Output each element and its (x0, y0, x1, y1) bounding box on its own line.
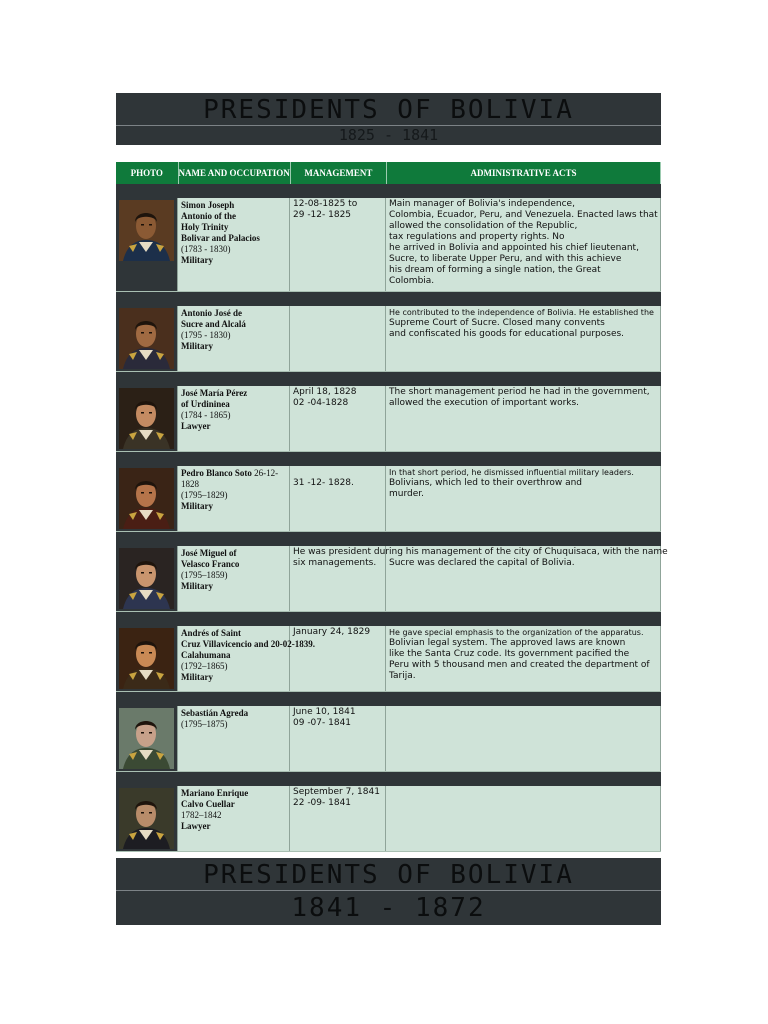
table-row (116, 786, 661, 852)
row-separator (116, 292, 661, 306)
name-cell (178, 306, 290, 371)
acts-line: like the Santa Cruz code. Its government pacified the (389, 649, 630, 659)
name-line: José María Pérez (181, 388, 248, 398)
photo-cell (116, 466, 178, 531)
name-cell (178, 786, 290, 851)
management-line: 12-08-1825 to (293, 199, 358, 209)
row-separator (116, 532, 661, 546)
name-text: Cruz Villavicencio and (181, 639, 269, 649)
occupation: Lawyer (181, 821, 211, 831)
acts-line: he arrived in Bolivia and appointed his chief lieutenant, (389, 243, 639, 253)
acts-line: Supreme Court of Sucre. Closed many convents (389, 318, 605, 328)
acts-cell (386, 466, 661, 531)
row-separator (116, 612, 661, 626)
header-name: NAME AND OCCUPATION (179, 162, 291, 184)
acts-line: tax regulations and property rights. No (389, 232, 565, 242)
table-row (116, 306, 661, 372)
header-photo: PHOTO (116, 162, 179, 184)
acts-cell (386, 386, 661, 451)
row-separator (116, 184, 661, 198)
table-row (116, 466, 661, 532)
life-years: (1795–1859) (181, 570, 228, 580)
name-line: of Urdininea (181, 399, 230, 409)
photo-cell (116, 546, 178, 611)
photo-cell (116, 306, 178, 371)
name-line: Velasco Franco (181, 559, 240, 569)
management-line (293, 467, 383, 478)
name-line: Sebastián Agreda (181, 708, 249, 718)
acts-line: allowed the execution of important works. (389, 398, 580, 408)
acts-line: allowed the consolidation of the Republic, (389, 221, 578, 231)
photo-cell (116, 626, 178, 691)
photo-cell (116, 706, 178, 771)
management-cell (290, 786, 386, 851)
name-line: Andrés of Saint (181, 628, 242, 638)
name-line: Calahumana (181, 650, 231, 660)
name-line: Calvo Cuellar (181, 799, 235, 809)
acts-line: Bolivians, which led to their overthrow and (389, 478, 583, 488)
name-line (181, 468, 287, 490)
management-line: September 7, 1841 (293, 787, 380, 797)
name-cell (178, 546, 290, 611)
management-line: June 10, 1841 (293, 707, 356, 717)
table-header (116, 162, 661, 184)
portrait-image (119, 200, 174, 261)
life-years: 1782–1842 (181, 810, 222, 820)
acts-line: He gave special emphasis to the organization of the apparatus. (389, 628, 644, 637)
header-management: MANAGEMENT (291, 162, 387, 184)
table-row (116, 546, 668, 612)
management-line: 31 -12- 1828. (293, 478, 354, 488)
management-cell (290, 626, 386, 691)
row-separator (116, 692, 661, 706)
management-line: 09 -07- 1841 (293, 718, 352, 728)
management-line: 22 -09- 1841 (293, 798, 352, 808)
portrait-image (119, 308, 174, 369)
management-cell (290, 306, 386, 371)
photo-cell (116, 786, 178, 851)
management-cell (290, 198, 386, 291)
name-line: Simon Joseph (181, 200, 235, 210)
term-date: 20-02-1839. (268, 639, 315, 649)
acts-cell (386, 706, 661, 771)
name-line: José Miguel of (181, 548, 237, 558)
name-cell (178, 198, 290, 291)
portrait-image (119, 788, 174, 849)
name-line: Antonio of the (181, 211, 237, 221)
photo-cell (116, 198, 178, 291)
management-cell (290, 706, 386, 771)
life-years: (1795–1829) (181, 490, 228, 500)
banner-bottom (116, 858, 661, 925)
acts-line: Colombia, Ecuador, Peru, and Venezuela. Enacted laws that (389, 210, 658, 220)
acts-line: Sucre was declared the capital of Bolivia. (389, 558, 575, 568)
occupation: Military (181, 255, 213, 265)
term-date: 26-12-1828 (181, 468, 279, 489)
life-years: (1795 - 1830) (181, 330, 231, 340)
row-separator (116, 452, 661, 466)
acts-line: Peru with 5 thousand men and created the department of (389, 660, 650, 670)
name-line: Bolivar and Palacios (181, 233, 260, 243)
acts-cell (386, 198, 661, 291)
life-years: (1783 - 1830) (181, 244, 231, 254)
portrait-image (119, 548, 174, 609)
photo-cell (116, 386, 178, 451)
management-cell (290, 386, 386, 451)
acts-line: In that short period, he dismissed influential military leaders. (389, 468, 634, 477)
acts-line: Main manager of Bolivia's independence, (389, 199, 575, 209)
header-acts: ADMINISTRATIVE ACTS (387, 162, 661, 184)
acts-line: Sucre, to liberate Upper Peru, and with this achieve (389, 254, 622, 264)
spanning-note: He was president during his management of the city of Chuquisaca, with the name (293, 547, 668, 557)
occupation: Military (181, 501, 213, 511)
acts-line: and confiscated his goods for educational purposes. (389, 329, 625, 339)
table-row (116, 626, 661, 692)
row-separator (116, 372, 661, 386)
management-line: January 24, 1829 (293, 627, 371, 637)
portrait-image (119, 628, 174, 689)
acts-line: Tarija. (389, 671, 416, 681)
occupation: Military (181, 672, 213, 682)
table-row (116, 386, 661, 452)
table-row (116, 706, 661, 772)
banner-range: 1825 - 1841 (338, 126, 439, 144)
name-line: Holy Trinity (181, 222, 229, 232)
acts-cell (386, 626, 661, 691)
occupation: Military (181, 341, 213, 351)
name-line: Mariano Enrique (181, 788, 249, 798)
banner-range: 1841 - 1872 (291, 893, 486, 923)
name-cell (178, 706, 290, 771)
management-line: April 18, 1828 (293, 387, 357, 397)
occupation: Lawyer (181, 421, 211, 431)
acts-line: Bolivian legal system. The approved laws are known (389, 638, 626, 648)
table-row (116, 198, 661, 292)
table-body (116, 184, 668, 852)
name-line (181, 639, 315, 650)
life-years: (1792–1865) (181, 661, 228, 671)
name-cell (178, 386, 290, 451)
life-years: (1795–1875) (181, 719, 228, 729)
name-line: Antonio José de (181, 308, 243, 318)
portrait-image (119, 388, 174, 449)
management-line: 29 -12- 1825 (293, 210, 352, 220)
portrait-image (119, 708, 174, 769)
banner-title: PRESIDENTS OF BOLIVIA (203, 860, 574, 890)
presidents-table (116, 162, 668, 852)
acts-line: He contributed to the independence of Bolivia. He established the (389, 308, 654, 317)
name-text: Pedro Blanco Soto (181, 468, 252, 478)
management-line: six managements. (293, 558, 377, 568)
name-line: Sucre and Alcalá (181, 319, 246, 329)
name-cell (178, 626, 315, 691)
name-cell (178, 466, 290, 531)
acts-cell (386, 306, 661, 371)
banner-top (116, 93, 661, 145)
acts-line: his dream of forming a single nation, the Great (389, 265, 601, 275)
portrait-image (119, 468, 174, 529)
occupation: Military (181, 581, 213, 591)
management-line: 02 -04-1828 (293, 398, 349, 408)
acts-cell (386, 786, 661, 851)
acts-line: Colombia. (389, 276, 435, 286)
acts-line: murder. (389, 489, 424, 499)
management-cell (290, 466, 386, 531)
row-separator (116, 772, 661, 786)
banner-title: PRESIDENTS OF BOLIVIA (203, 95, 574, 125)
life-years: (1784 - 1865) (181, 410, 231, 420)
acts-line: The short management period he had in the government, (389, 387, 650, 397)
